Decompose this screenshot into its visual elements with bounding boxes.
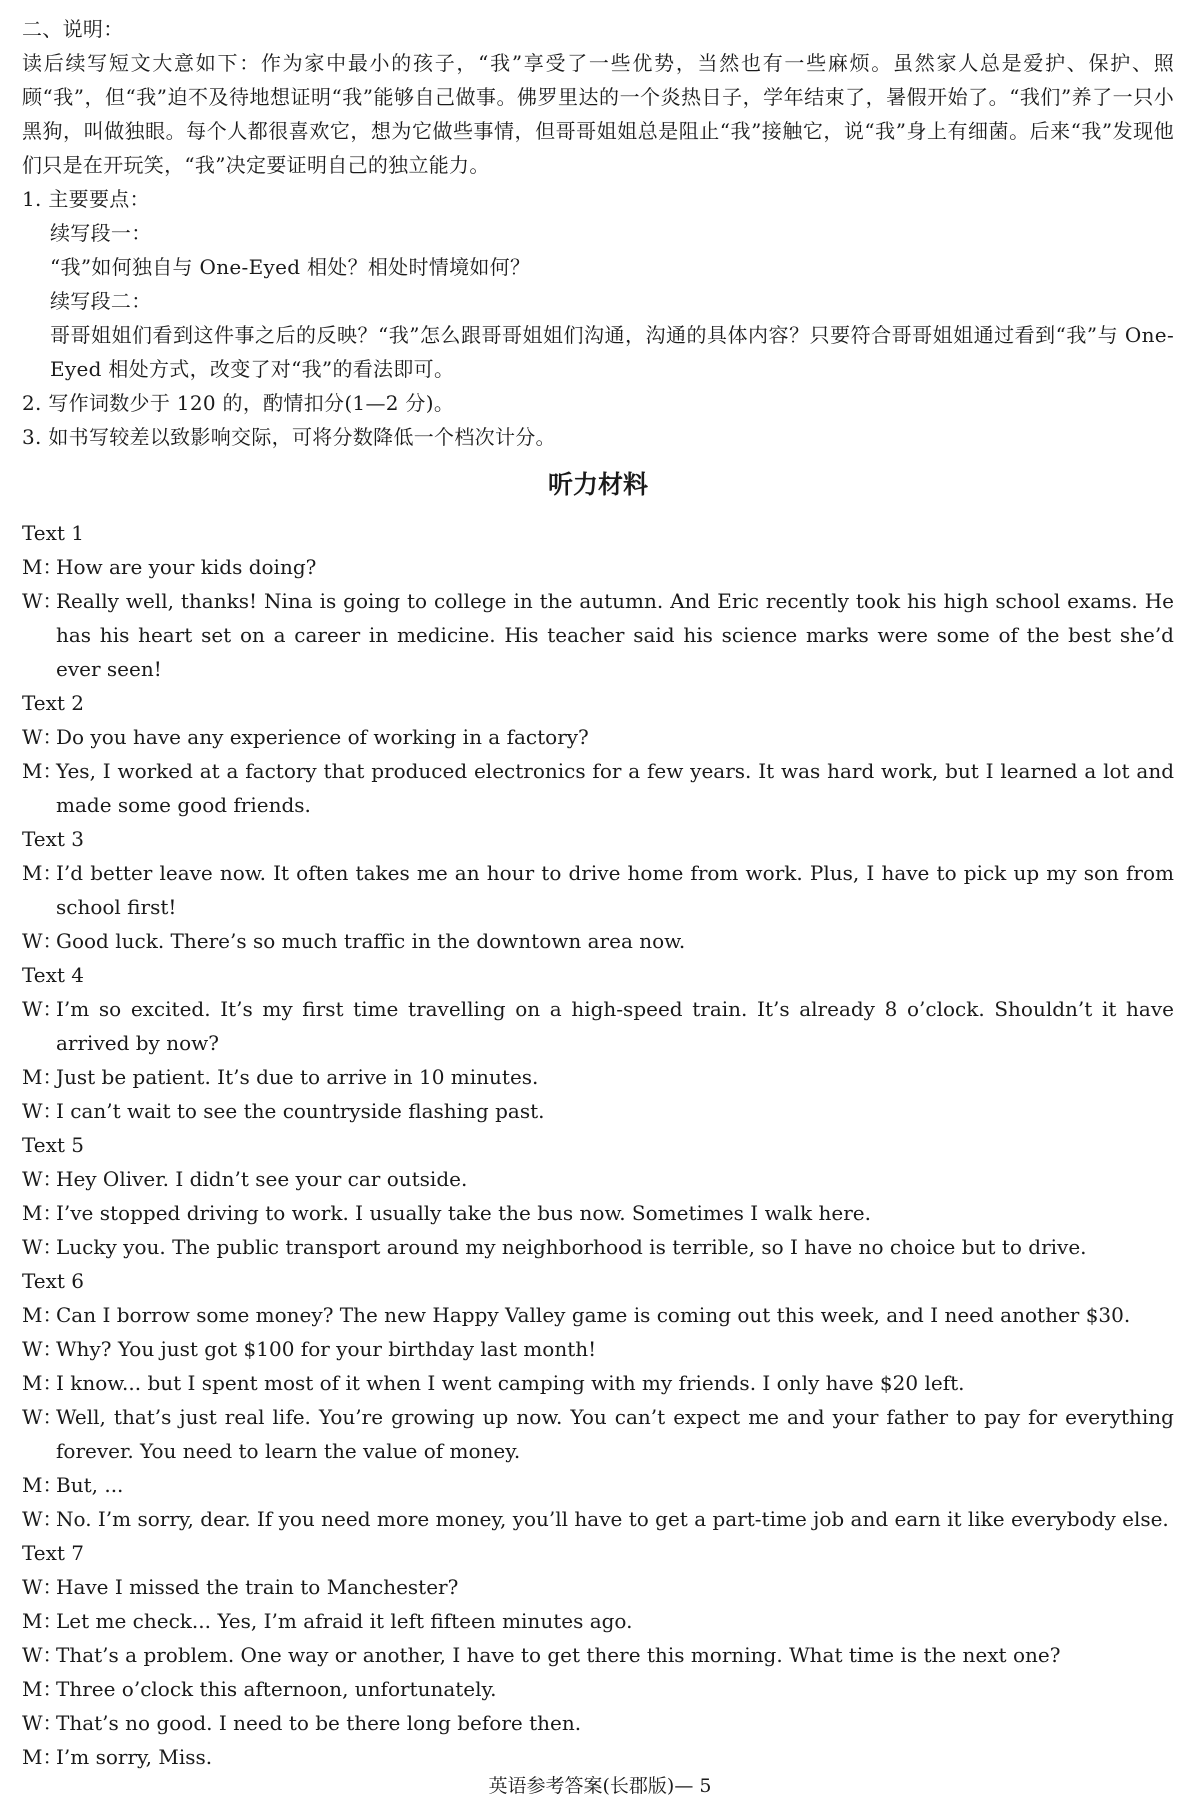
- dialogue-line: [22, 1468, 1174, 1502]
- speaker-label: W：: [22, 589, 63, 613]
- text-label: Text 5: [22, 1133, 85, 1157]
- speaker-label: M：: [22, 1065, 63, 1089]
- dialogue-text: No. I’m sorry, dear. If you need more money, you’ll have to get a part-time job and earn it like everybody else.: [56, 1507, 1169, 1531]
- dialogue-text: Good luck. There’s so much traffic in the downtown area now.: [56, 929, 686, 953]
- speaker-label: M：: [22, 1303, 63, 1327]
- dialogue-line: [22, 1706, 1174, 1740]
- dialogue-text: That’s a problem. One way or another, I have to get there this morning. What time is the next one?: [56, 1643, 1061, 1667]
- listening-title: 听力材料: [547, 470, 648, 499]
- speaker-label: M：: [22, 1745, 63, 1769]
- dialogue-text: Do you have any experience of working in a factory?: [56, 725, 589, 749]
- speaker-label: M：: [22, 1201, 63, 1225]
- dialogue-line: [22, 1196, 1174, 1230]
- text-label: Text 3: [22, 827, 85, 851]
- speaker-label: M：: [22, 1473, 63, 1497]
- dialogue-line: [22, 1672, 1174, 1706]
- speaker-label: W：: [22, 1643, 63, 1667]
- speaker-label: M：: [22, 1677, 63, 1701]
- summary-paragraph: 读后续写短文大意如下：作为家中最小的孩子，“我”享受了一些优势，当然也有一些麻烦。虽然家人总是爱护、保护、照顾“我”，但“我”迫不及待地想证明“我”能够自己做事。佛罗里达的一个炎热日子，学年结束了，暑假开始了。“我们”养了一只小黑狗，叫做独眼。每个人都很喜欢它，想为它做些事情，但哥哥姐姐总是阻止“我”接触它，说“我”身上有细菌。后来“我”发现他们只是在开玩笑，“我”决定要证明自己的独立能力。: [22, 51, 1174, 177]
- speaker-label: W：: [22, 725, 63, 749]
- dialogue-text: Lucky you. The public transport around my neighborhood is terrible, so I have no choice but to drive.: [56, 1235, 1087, 1259]
- main-points-label: 1. 主要要点：: [22, 187, 150, 211]
- dialogue-text: I can’t wait to see the countryside flashing past.: [56, 1099, 545, 1123]
- dialogue-text: That’s no good. I need to be there long before then.: [56, 1711, 582, 1735]
- dialogue-line: [22, 1604, 1174, 1638]
- section-heading: 二、说明：: [22, 17, 124, 41]
- dialogue-text: I’m sorry, Miss.: [56, 1745, 213, 1769]
- document-page: [22, 12, 1174, 1774]
- dialogue-text: How are your kids doing?: [56, 555, 317, 579]
- dialogue-line: [22, 754, 1174, 822]
- text-label: Text 1: [22, 521, 85, 545]
- dialogue-line: [22, 1638, 1174, 1672]
- text-label: Text 4: [22, 963, 85, 987]
- speaker-label: W：: [22, 1405, 63, 1429]
- dialogue-line: [22, 1060, 1174, 1094]
- dialogue-text: I’d better leave now. It often takes me an hour to drive home from work. Plus, I have to pick up my son from school first!: [56, 861, 1174, 919]
- dialogue-line: [22, 992, 1174, 1060]
- dialogue-line: [22, 1298, 1174, 1332]
- speaker-label: W：: [22, 929, 63, 953]
- dialogue-text: Let me check... Yes, I’m afraid it left fifteen minutes ago.: [56, 1609, 633, 1633]
- dialogue-text: Three o’clock this afternoon, unfortunately.: [56, 1677, 497, 1701]
- scoring-point-3: 3. 如书写较差以致影响交际，可将分数降低一个档次计分。: [22, 425, 556, 449]
- dialogue-line: [22, 1400, 1174, 1468]
- listening-transcripts: [22, 516, 1174, 1774]
- dialogue-text: Can I borrow some money? The new Happy Valley game is coming out this week, and I need another $30.: [56, 1303, 1131, 1327]
- dialogue-line: [22, 856, 1174, 924]
- speaker-label: W：: [22, 1575, 63, 1599]
- text-label: Text 2: [22, 691, 85, 715]
- speaker-label: W：: [22, 1337, 63, 1361]
- dialogue-text: Well, that’s just real life. You’re growing up now. You can’t expect me and your father to pay for everything forever. You need to learn the value of money.: [56, 1405, 1174, 1463]
- dialogue-text: Really well, thanks! Nina is going to college in the autumn. And Eric recently took his high school exams. He has his heart set on a career in medicine. His teacher said his science marks were some of the best she’d ever seen!: [56, 589, 1174, 681]
- page-footer: 英语参考答案(长郡版)— 5: [488, 1775, 712, 1797]
- speaker-label: M：: [22, 759, 63, 783]
- speaker-label: W：: [22, 1235, 63, 1259]
- speaker-label: W：: [22, 1167, 63, 1191]
- speaker-label: M：: [22, 861, 63, 885]
- speaker-label: M：: [22, 1609, 63, 1633]
- scoring-point-2: 2. 写作词数少于 120 的，酌情扣分(1—2 分)。: [22, 391, 455, 415]
- segment-two-label: 续写段二：: [50, 289, 152, 313]
- dialogue-line: [22, 1094, 1174, 1128]
- dialogue-line: [22, 1570, 1174, 1604]
- dialogue-line: [22, 1366, 1174, 1400]
- text-label: Text 7: [22, 1541, 85, 1565]
- dialogue-text: I know... but I spent most of it when I went camping with my friends. I only have $20 left.: [56, 1371, 965, 1395]
- dialogue-line: [22, 720, 1174, 754]
- dialogue-line: [22, 1502, 1174, 1536]
- dialogue-text: Hey Oliver. I didn’t see your car outside.: [56, 1167, 468, 1191]
- dialogue-text: Just be patient. It’s due to arrive in 10 minutes.: [56, 1065, 539, 1089]
- speaker-label: M：: [22, 1371, 63, 1395]
- segment-two-text: 哥哥姐姐们看到这件事之后的反映？“我”怎么跟哥哥姐姐们沟通，沟通的具体内容？只要符合哥哥姐姐通过看到“我”与 One-Eyed 相处方式，改变了对“我”的看法即可。: [50, 323, 1174, 381]
- dialogue-text: I’ve stopped driving to work. I usually take the bus now. Sometimes I walk here.: [56, 1201, 871, 1225]
- speaker-label: M：: [22, 555, 63, 579]
- speaker-label: W：: [22, 997, 63, 1021]
- dialogue-text: I’m so excited. It’s my first time travelling on a high-speed train. It’s already 8 o’clock. Shouldn’t it have arrived by now?: [56, 997, 1174, 1055]
- segment-one-label: 续写段一：: [50, 221, 152, 245]
- speaker-label: W：: [22, 1507, 63, 1531]
- dialogue-line: [22, 1332, 1174, 1366]
- segment-one-text: “我”如何独自与 One-Eyed 相处？相处时情境如何？: [50, 255, 531, 279]
- speaker-label: W：: [22, 1711, 63, 1735]
- dialogue-line: [22, 584, 1174, 686]
- dialogue-text: Why? You just got $100 for your birthday last month!: [56, 1337, 597, 1361]
- text-label: Text 6: [22, 1269, 85, 1293]
- dialogue-text: Yes, I worked at a factory that produced electronics for a few years. It was hard work, but I learned a lot and made some good friends.: [56, 759, 1174, 817]
- dialogue-line: [22, 1162, 1174, 1196]
- dialogue-line: [22, 1740, 1174, 1774]
- dialogue-line: [22, 924, 1174, 958]
- dialogue-text: Have I missed the train to Manchester?: [56, 1575, 459, 1599]
- dialogue-text: But, ...: [56, 1473, 124, 1497]
- dialogue-line: [22, 1230, 1174, 1264]
- speaker-label: W：: [22, 1099, 63, 1123]
- dialogue-line: [22, 550, 1174, 584]
